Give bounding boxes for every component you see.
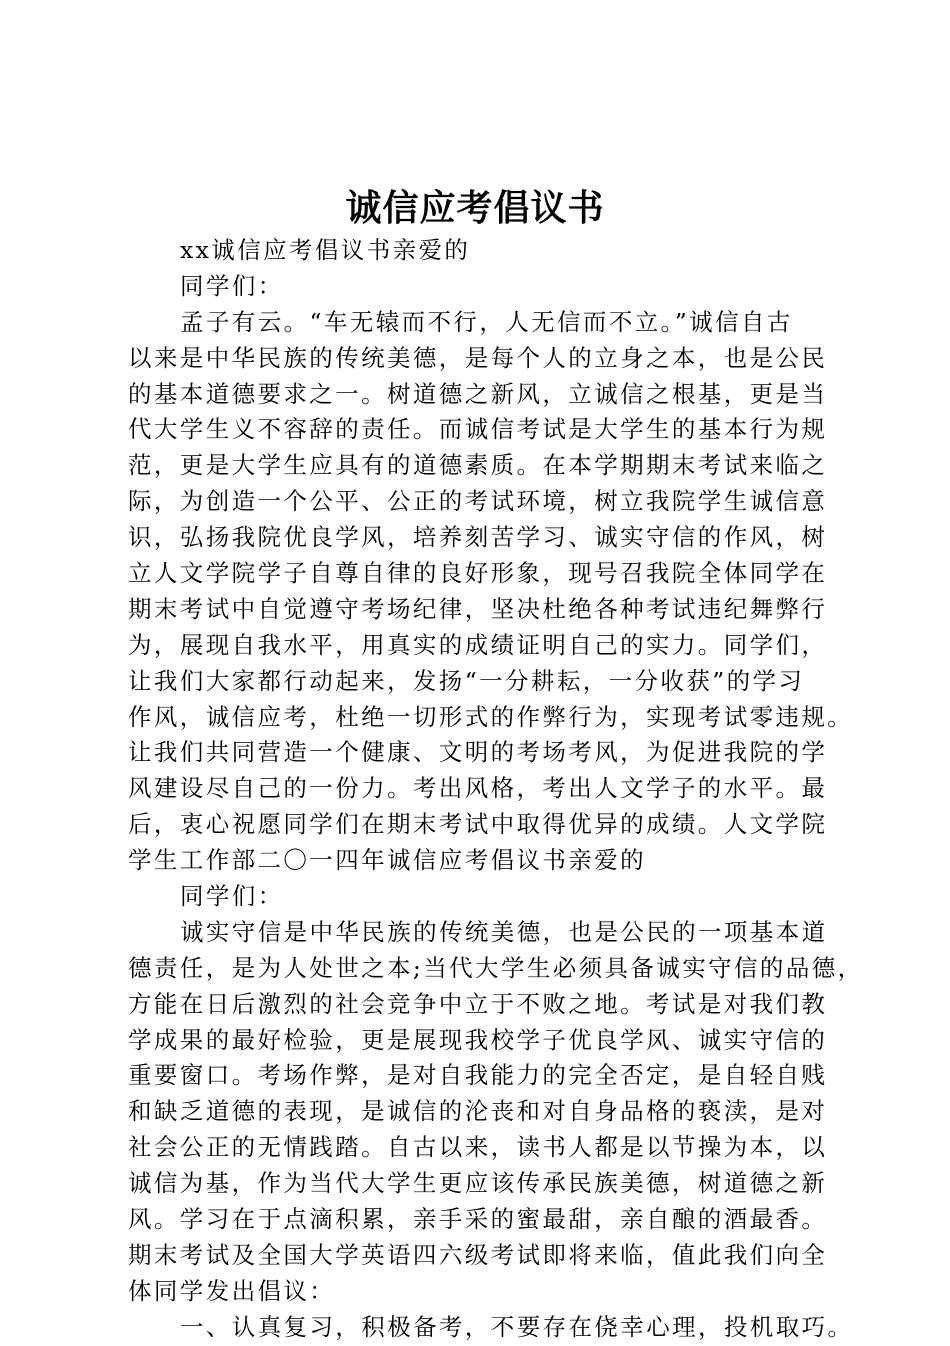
- body-line: 方能在日后激烈的社会竞争中立于不败之地。考试是对我们教: [128, 989, 828, 1018]
- body-line: 以来是中华民族的传统美德，是每个人的立身之本，也是公民: [128, 343, 828, 372]
- body-line: 风建设尽自己的一份力。考出风格，考出人文学子的水平。最: [128, 774, 828, 803]
- body-line: 风。学习在于点滴积累，亲手采的蜜最甜，亲自酿的酒最香。: [128, 1205, 828, 1234]
- body-line: 让我们共同营造一个健康、文明的考场考风，为促进我院的学: [128, 738, 828, 767]
- body-line: 体同学发出倡议：: [128, 1276, 336, 1305]
- body-line: 诚实守信是中华民族的传统美德，也是公民的一项基本道: [180, 917, 828, 946]
- body-line: 立人文学院学子自尊自律的良好形象，现号召我院全体同学在: [128, 559, 828, 588]
- body-line: 让我们大家都行动起来，发扬“一分耕耘，一分收获”的学习: [128, 666, 805, 695]
- body-line: 际，为创造一个公平、公正的考试环境，树立我院学生诚信意: [128, 487, 828, 516]
- body-line: 作风，诚信应考，杜绝一切形式的作弊行为，实现考试零违规。: [128, 702, 854, 731]
- body-line: 一、认真复习，积极备考，不要存在侥幸心理，投机取巧。: [180, 1312, 854, 1341]
- body-line: 和缺乏道德的表现，是诚信的沦丧和对自身品格的亵渎，是对: [128, 1097, 828, 1126]
- body-line: 期末考试及全国大学英语四六级考试即将来临，值此我们向全: [128, 1240, 828, 1269]
- body-line: 学生工作部二〇一四年诚信应考倡议书亲爱的: [128, 846, 646, 875]
- body-line: 重要窗口。考场作弊，是对自我能力的完全否定，是自轻自贱: [128, 1061, 828, 1090]
- body-line: 后，衷心祝愿同学们在期末考试中取得优异的成绩。人文学院: [128, 810, 828, 839]
- body-line: 诚信为基，作为当代大学生更应该传承民族美德，树道德之新: [128, 1169, 828, 1198]
- body-line: 学成果的最好检验，更是展现我校学子优良学风、诚实守信的: [128, 1025, 828, 1054]
- body-line: xx诚信应考倡议书亲爱的: [180, 236, 471, 264]
- document-body: [128, 233, 864, 1346]
- body-line: 的基本道德要求之一。树道德之新风，立诚信之根基，更是当: [128, 379, 828, 408]
- body-line: 识，弘扬我院优良学风，培养刻苦学习、诚实守信的作风，树: [128, 523, 828, 552]
- body-line: 孟子有云。“车无辕而不行，人无信而不立。”诚信自古: [180, 307, 793, 336]
- body-line: 为，展现自我水平，用真实的成绩证明自己的实力。同学们，: [128, 630, 828, 659]
- body-line: 同学们：: [180, 882, 284, 911]
- body-line: 范，更是大学生应具有的道德素质。在本学期期末考试来临之: [128, 451, 828, 480]
- body-line: 同学们：: [180, 271, 284, 300]
- document-title: 诚信应考倡议书: [345, 187, 605, 229]
- body-line: 代大学生义不容辞的责任。而诚信考试是大学生的基本行为规: [128, 415, 828, 444]
- body-line: 期末考试中自觉遵守考场纪律，坚决杜绝各种考试违纪舞弊行: [128, 594, 828, 623]
- body-line: 社会公正的无情践踏。自古以来，读书人都是以节操为本，以: [128, 1133, 828, 1162]
- body-line: 德责任，是为人处世之本;当代大学生必须具备诚实守信的品德，: [128, 953, 864, 982]
